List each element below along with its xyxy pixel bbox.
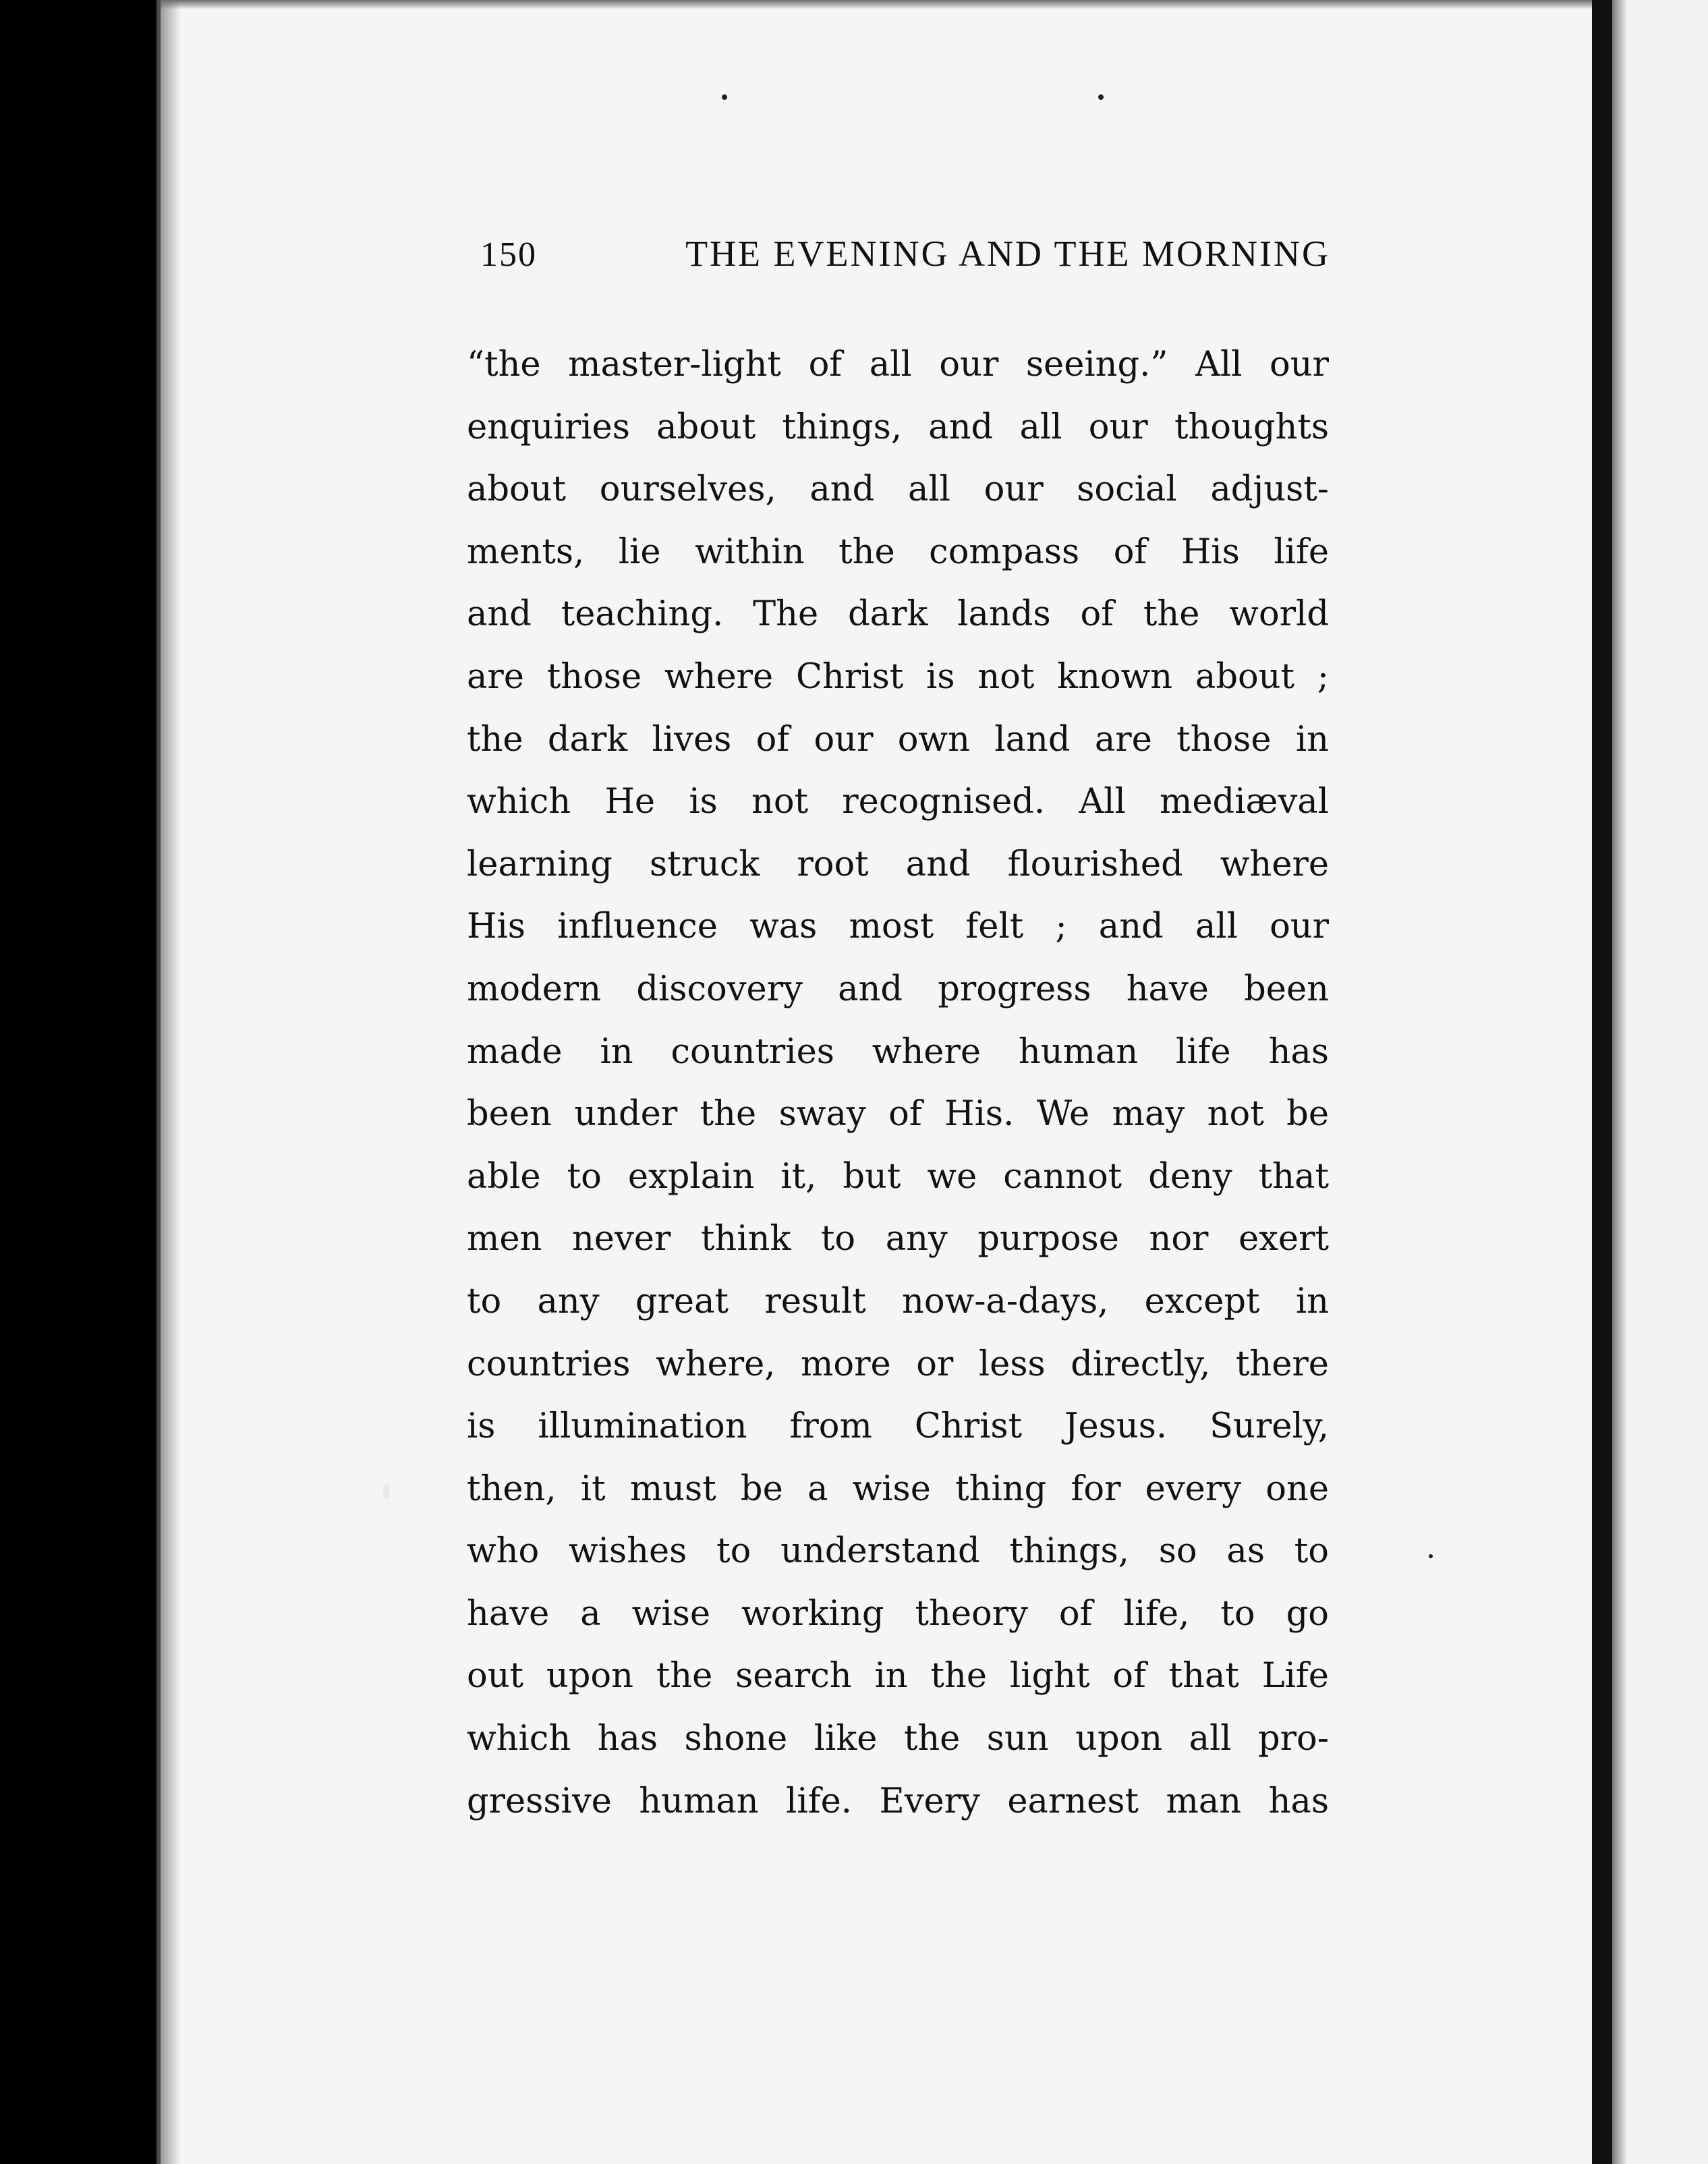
text-line: “the master-light of all our seeing.” All our: [467, 345, 1329, 385]
text-line: which has shone like the sun upon all pro-: [467, 1719, 1329, 1759]
text-line: able to explain it, but we cannot deny that: [467, 1156, 1329, 1197]
facing-page-edge: [1612, 0, 1708, 2164]
text-line: and teaching. The dark lands of the world: [467, 594, 1329, 635]
text-line: the dark lives of our own land are those in: [467, 719, 1329, 760]
text-line: His influence was most felt ; and all our: [467, 907, 1329, 947]
text-line: who wishes to understand things, so as to: [467, 1531, 1329, 1572]
text-line: gressive human life. Every earnest man has: [467, 1781, 1329, 1821]
text-line: modern discovery and progress have been: [467, 969, 1329, 1009]
scan-speck: [1098, 94, 1104, 100]
scan-speck: [1429, 1554, 1433, 1558]
scan-speck: [383, 1484, 390, 1499]
page-shadow: [161, 0, 181, 2164]
book-gutter: [1592, 0, 1612, 2164]
text-line: been under the sway of His. We may not be: [467, 1094, 1329, 1135]
scan-border-left: [0, 0, 156, 2164]
body-text: [467, 334, 1329, 1833]
text-line: have a wise working theory of life, to go: [467, 1593, 1329, 1634]
text-line: are those where Christ is not known about ;: [467, 656, 1329, 697]
text-line: enquiries about things, and all our thoughts: [467, 407, 1329, 447]
running-head: [480, 233, 1330, 275]
scan-speck: [722, 94, 727, 100]
running-title: THE EVENING AND THE MORNING: [685, 233, 1330, 274]
text-line: to any great result now-a-days, except in: [467, 1281, 1329, 1321]
text-line: which He is not recognised. All mediæval: [467, 782, 1329, 822]
text-line: countries where, more or less directly, there: [467, 1344, 1329, 1384]
text-line: men never think to any purpose nor exert: [467, 1219, 1329, 1259]
text-line: about ourselves, and all our social adjust-: [467, 469, 1329, 510]
text-line: ments, lie within the compass of His life: [467, 532, 1329, 572]
text-line: learning struck root and flourished where: [467, 844, 1329, 884]
text-line: then, it must be a wise thing for every one: [467, 1469, 1329, 1509]
text-line: made in countries where human life has: [467, 1031, 1329, 1072]
text-line: out upon the search in the light of that Life: [467, 1656, 1329, 1697]
facing-page-shadow: [1612, 0, 1627, 2164]
text-line: is illumination from Christ Jesus. Surely,: [467, 1406, 1329, 1447]
page-top-edge: [161, 0, 1592, 9]
page-number: 150: [480, 235, 537, 274]
